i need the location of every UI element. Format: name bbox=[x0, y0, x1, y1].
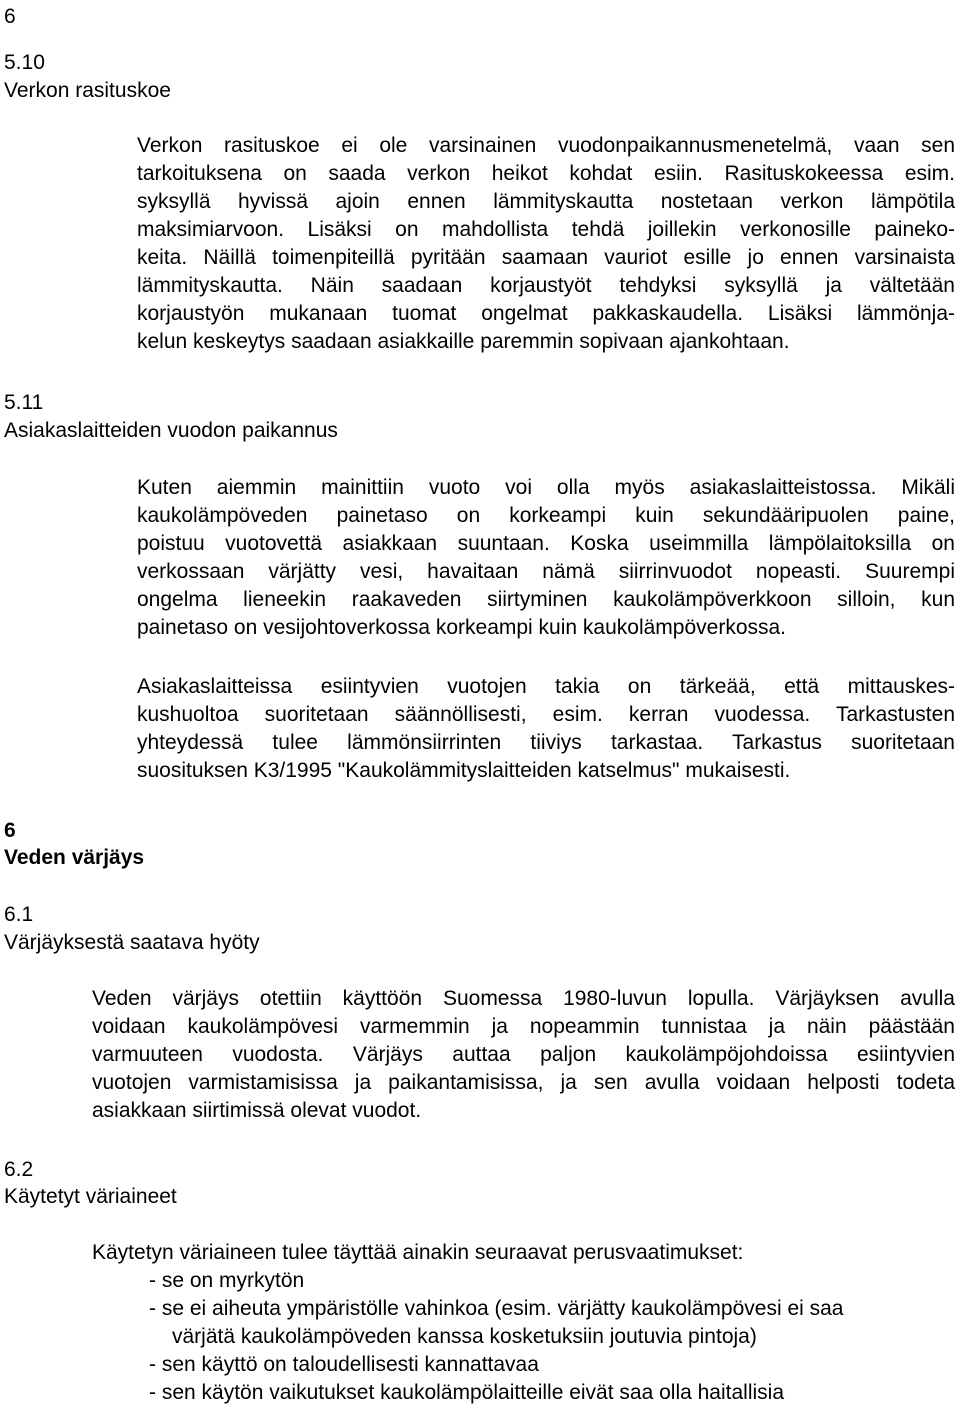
body-line: yhteydessä tulee lämmönsiirrinten tiiviys tarkastaa. Tarkastus suoritetaan bbox=[137, 731, 955, 754]
body-line: suosituksen K3/1995 "Kaukolämmityslaitteiden katselmus" mukaisesti. bbox=[137, 759, 791, 782]
body-line: painetaso on vesijohtoverkossa korkeampi kuin kaukolämpöverkossa. bbox=[137, 616, 787, 639]
section-5-11-number: 5.11 bbox=[4, 391, 44, 414]
page-number: 6 bbox=[4, 5, 16, 28]
body-line: kelun keskeytys saadaan asiakkaille paremmin sopivaan ajankohtaan. bbox=[137, 330, 790, 353]
requirement-item-continuation: värjätä kaukolämpöveden kanssa kosketuksiin joutuvia pintoja) bbox=[172, 1325, 757, 1348]
section-5-11-paragraph-2 bbox=[137, 673, 955, 785]
body-line: lämmityskautta. Näin saadaan korjaustyöt tehdyksi syksyllä ja vältetään bbox=[137, 274, 955, 297]
body-line: tarkoituksena on saada verkon heikot kohdat esiin. Rasituskokeessa esim. bbox=[137, 162, 955, 185]
body-line: voidaan kaukolämpövesi varmemmin ja nopeammin tunnistaa ja näin päästään bbox=[92, 1015, 955, 1038]
body-line: varmuuteen vuodosta. Värjäys auttaa paljon kaukolämpöjohdoissa esiintyvien bbox=[92, 1043, 955, 1066]
requirement-item: - sen käyttö on taloudellisesti kannattavaa bbox=[149, 1353, 539, 1376]
body-line: Veden värjäys otettiin käyttöön Suomessa 1980-luvun lopulla. Värjäyksen avulla bbox=[92, 987, 955, 1010]
section-5-11-paragraph-1 bbox=[137, 474, 955, 642]
body-line: syksyllä hyvissä ajoin ennen lämmityskautta nostetaan verkon lämpötila bbox=[137, 190, 955, 213]
body-line: Verkon rasituskoe ei ole varsinainen vuodonpaikannusmenetelmä, vaan sen bbox=[137, 134, 955, 157]
chapter-6-number: 6 bbox=[4, 819, 16, 842]
body-line: keita. Näillä toimenpiteillä pyritään saamaan vauriot esille jo ennen varsinaista bbox=[137, 246, 955, 269]
section-5-10-title: Verkon rasituskoe bbox=[4, 79, 171, 102]
section-5-10-number: 5.10 bbox=[4, 51, 45, 74]
body-line: kaukolämpöveden painetaso on korkeampi kuin sekundääripuolen paine, bbox=[137, 504, 955, 527]
body-line: Asiakaslaitteissa esiintyvien vuotojen takia on tärkeää, että mittauskes- bbox=[137, 675, 955, 698]
section-6-2-title: Käytetyt väriaineet bbox=[4, 1185, 177, 1208]
body-line: ongelma lieneekin raakaveden siirtyminen kaukolämpöverkkoon silloin, kun bbox=[137, 588, 955, 611]
section-6-1-body bbox=[92, 985, 955, 1125]
section-6-1-number: 6.1 bbox=[4, 903, 34, 926]
body-line: kushuoltoa suoritetaan säännöllisesti, esim. kerran vuodessa. Tarkastusten bbox=[137, 703, 955, 726]
body-line: Kuten aiemmin mainittiin vuoto voi olla myös asiakaslaitteistossa. Mikäli bbox=[137, 476, 955, 499]
body-line: vuotojen varmistamisissa ja paikantamisissa, ja sen avulla voidaan helposti todeta bbox=[92, 1071, 955, 1094]
requirement-item: - sen käytön vaikutukset kaukolämpölaitteille eivät saa olla haitallisia bbox=[149, 1381, 785, 1404]
chapter-6-title: Veden värjäys bbox=[4, 846, 145, 869]
body-line: verkossaan värjätty vesi, havaitaan nämä siirrinvuodot nopeasti. Suurempi bbox=[137, 560, 955, 583]
body-line: korjaustyön mukanaan tuomat ongelmat pakkaskaudella. Lisäksi lämmönja- bbox=[137, 302, 955, 325]
body-line: asiakkaan siirtimissä olevat vuodot. bbox=[92, 1099, 422, 1122]
requirement-item: - se ei aiheuta ympäristölle vahinkoa (esim. värjätty kaukolämpövesi ei saa bbox=[149, 1297, 844, 1320]
requirements-intro: Käytetyn väriaineen tulee täyttää ainakin seuraavat perusvaatimukset: bbox=[92, 1241, 744, 1264]
body-line: poistuu vuotovettä asiakkaan suuntaan. Koska useimmilla lämpölaitoksilla on bbox=[137, 532, 955, 555]
section-6-2-number: 6.2 bbox=[4, 1158, 34, 1181]
section-6-1-title: Värjäyksestä saatava hyöty bbox=[4, 931, 260, 954]
section-5-10-body bbox=[137, 132, 955, 356]
section-5-11-title: Asiakaslaitteiden vuodon paikannus bbox=[4, 419, 338, 442]
requirement-item: - se on myrkytön bbox=[149, 1269, 305, 1292]
body-line: maksimiarvoon. Lisäksi on mahdollista tehdä joillekin verkonosille paineko- bbox=[137, 218, 955, 241]
